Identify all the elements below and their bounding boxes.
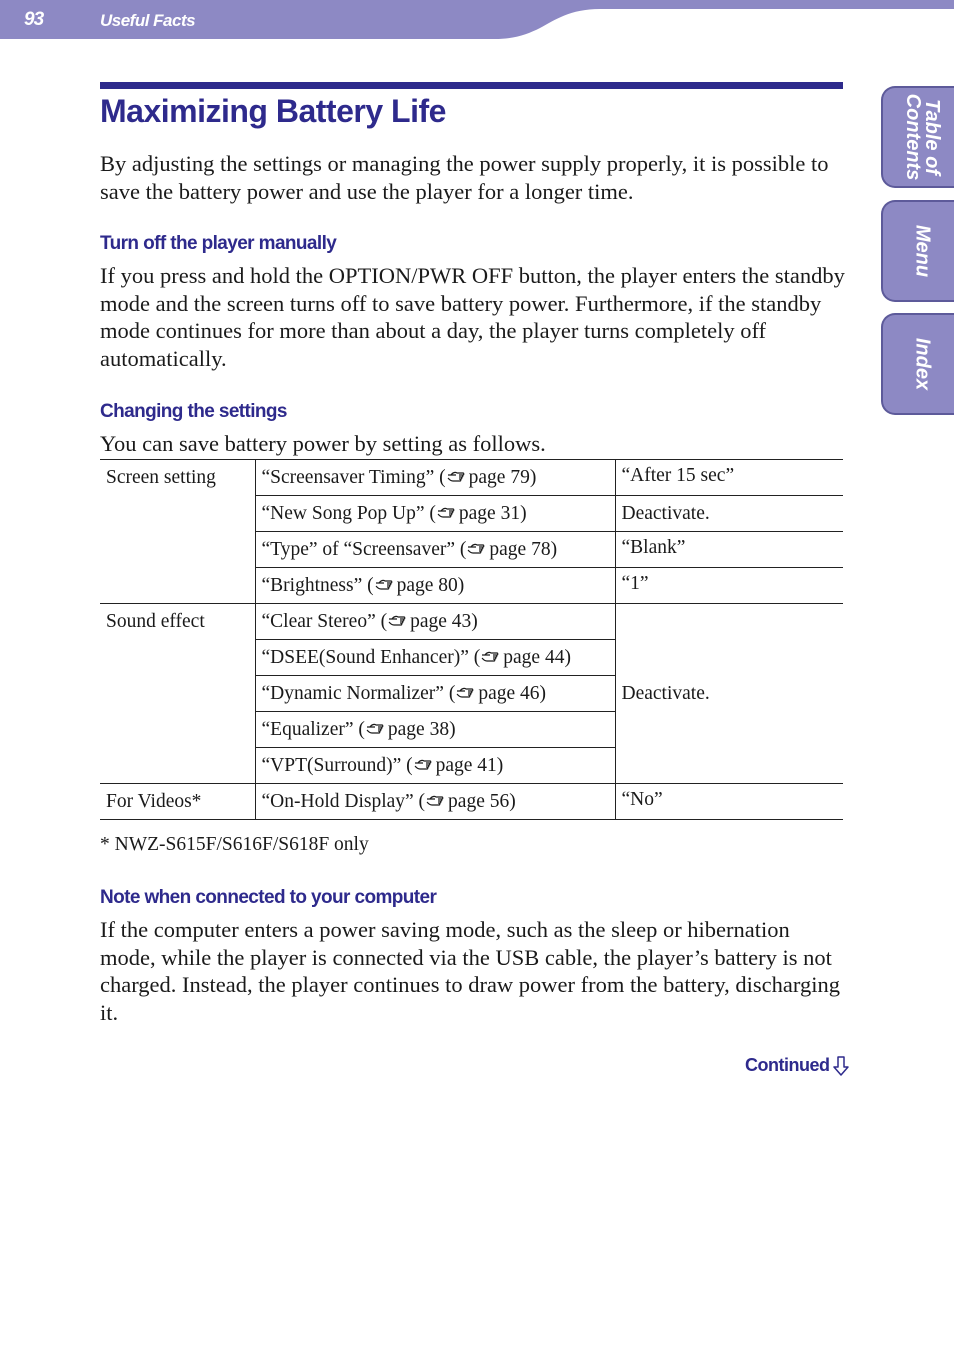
page-reference: page 56) (448, 790, 516, 812)
page-reference: page 43) (410, 610, 478, 632)
category-screen-setting: Screen setting (100, 460, 255, 604)
heading-changing-settings: Changing the settings (100, 401, 287, 422)
setting-name: “Type” of “Screensaver” ( (261, 538, 467, 560)
pointing-hand-icon (426, 794, 445, 808)
setting-item[interactable] (255, 568, 615, 604)
note-paragraph: If the computer enters a power saving mode, such as the sleep or hibernation mode, while the player is connected via the USB cable, the player’s battery is not charged. Instead, the player continues to draw power from the battery, discharging it. (100, 917, 840, 1025)
pointing-hand-icon (467, 542, 486, 556)
turn-off-paragraph: If you press and hold the OPTION/PWR OFF button, the player enters the standby mode and the screen turns off to save battery power. Furthermore, if the standby mode continues for more than about a day, the player turns completely off automatically. (100, 263, 845, 371)
page-number: 93 (24, 9, 44, 30)
setting-item[interactable] (255, 532, 615, 568)
table-row (100, 784, 843, 820)
down-arrow-icon (833, 1056, 849, 1076)
page-title: Maximizing Battery Life (100, 93, 446, 129)
setting-item[interactable] (255, 604, 615, 640)
pointing-hand-icon (414, 758, 433, 772)
page-reference: page 79) (468, 466, 537, 488)
tab-index[interactable] (881, 313, 954, 415)
page-reference: page 41) (435, 754, 504, 776)
page-reference: page 80) (396, 574, 465, 596)
table-row (100, 604, 843, 640)
setting-item[interactable] (255, 712, 615, 748)
pointing-hand-icon (388, 614, 407, 628)
page-reference: page 44) (503, 646, 571, 668)
page-reference: page 38) (387, 718, 456, 740)
page-reference: page 78) (489, 538, 558, 560)
setting-item[interactable] (255, 676, 615, 712)
page-reference: page 46) (478, 682, 547, 704)
setting-name: “Clear Stereo” ( (261, 610, 388, 632)
setting-name: “Brightness” ( (261, 574, 374, 596)
setting-value: Deactivate. (615, 604, 843, 784)
setting-item[interactable] (255, 460, 615, 496)
footnote: * NWZ-S615F/S616F/S618F only (100, 834, 369, 855)
setting-item[interactable] (255, 640, 615, 676)
tab-menu[interactable] (881, 200, 954, 302)
tab-table-of-contents-label: Table of Contents (902, 93, 943, 181)
category-for-videos: For Videos* (100, 784, 255, 820)
pointing-hand-icon (366, 722, 385, 736)
setting-name: “On-Hold Display” ( (261, 790, 426, 812)
setting-value: “Blank” (615, 532, 843, 568)
setting-value: Deactivate. (615, 496, 843, 532)
setting-name: “Dynamic Normalizer” ( (261, 682, 456, 704)
pointing-hand-icon (437, 506, 456, 520)
pointing-hand-icon (447, 470, 466, 484)
heading-turn-off: Turn off the player manually (100, 233, 337, 254)
tab-table-of-contents[interactable] (881, 86, 954, 188)
setting-item[interactable] (255, 496, 615, 532)
table-row (100, 460, 843, 496)
setting-item[interactable] (255, 784, 615, 820)
page-reference: page 31) (458, 502, 527, 524)
intro-paragraph: By adjusting the settings or managing the power supply properly, it is possible to save the battery power and use the player for a longer time. (100, 151, 829, 204)
changing-settings-paragraph: You can save battery power by setting as follows. (100, 431, 546, 456)
tab-index-label: Index (911, 337, 934, 391)
setting-name: “Equalizer” ( (261, 718, 365, 740)
section-name: Useful Facts (100, 11, 196, 30)
setting-value: “No” (615, 784, 843, 820)
setting-name: “Screensaver Timing” ( (261, 466, 446, 488)
category-sound-effect: Sound effect (100, 604, 255, 784)
continued-label: Continued (745, 1055, 830, 1075)
setting-value: “1” (615, 568, 843, 604)
setting-name: “DSEE(Sound Enhancer)” ( (261, 646, 481, 668)
pointing-hand-icon (375, 578, 394, 592)
setting-value: “After 15 sec” (615, 460, 843, 496)
title-rule (100, 82, 843, 89)
continued-link[interactable] (745, 1055, 849, 1076)
setting-name: “New Song Pop Up” ( (261, 502, 436, 524)
setting-item[interactable] (255, 748, 615, 784)
pointing-hand-icon (456, 686, 475, 700)
settings-table (100, 459, 843, 820)
tab-menu-label: Menu (911, 224, 934, 278)
heading-note-computer: Note when connected to your computer (100, 887, 437, 908)
setting-name: “VPT(Surround)” ( (261, 754, 413, 776)
pointing-hand-icon (481, 650, 500, 664)
